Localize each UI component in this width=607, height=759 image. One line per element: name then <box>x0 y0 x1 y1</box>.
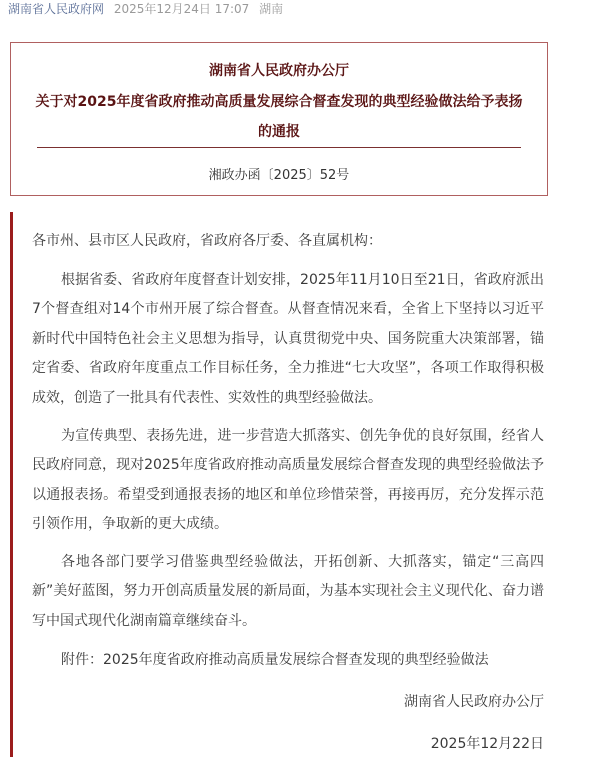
signature: 湖南省人民政府办公厅 <box>404 694 544 710</box>
paragraph-3: 各地各部门要学习借鉴典型经验做法，开拓创新、大抓落实，锚定“三高四新”美好蓝图，努力开创高质量发展的新局面，为基本实现社会主义现代化、奋力谱写中国式现代化湖南篇章继续奋斗。 <box>32 554 544 629</box>
attachment-note: 附件：2025年度省政府推动高质量发展综合督查发现的典型经验做法 <box>61 652 489 668</box>
subject-line-2: 的通报 <box>258 124 300 140</box>
header-divider <box>37 147 521 148</box>
document-body <box>10 212 548 757</box>
source-link[interactable]: 湖南省人民政府网 <box>8 2 105 16</box>
document-number: 湘政办函〔2025〕52号 <box>208 168 350 183</box>
document-date: 2025年12月22日 <box>430 736 544 752</box>
publish-datetime: 2025年12月24日 17:07 <box>113 2 250 16</box>
salutation: 各市州、县市区人民政府，省政府各厅委、各直属机构： <box>32 233 382 249</box>
region-label: 湖南 <box>259 2 284 16</box>
subject-line-1: 关于对2025年度省政府推动高质量发展综合督查发现的典型经验做法给予表扬 <box>35 94 523 110</box>
document-header <box>10 42 548 196</box>
document-subject <box>11 87 547 147</box>
issuing-organization: 湖南省人民政府办公厅 <box>209 63 349 79</box>
paragraph-1: 根据省委、省政府年度督查计划安排，2025年11月10日至21日，省政府派出7个督查组对14个市州开展了综合督查。从督查情况来看，全省上下坚持以习近平新时代中国特色社会主义思想为指导，认真贯彻党中央、国务院重大决策部署，锚定省委、省政府年度重点工作目标任务，全力推进“七大攻坚”，各项工作取得积极成效，创造了一批具有代表性、实效性的典型经验做法。 <box>32 272 544 406</box>
article-meta <box>8 1 289 17</box>
paragraph-2: 为宣传典型、表扬先进，进一步营造大抓落实、创先争优的良好氛围，经省人民政府同意，现对2025年度省政府推动高质量发展综合督查发现的典型经验做法予以通报表扬。希望受到通报表扬的地区和单位珍惜荣誉，再接再厉，充分发挥示范引领作用，争取新的更大成绩。 <box>32 428 544 533</box>
